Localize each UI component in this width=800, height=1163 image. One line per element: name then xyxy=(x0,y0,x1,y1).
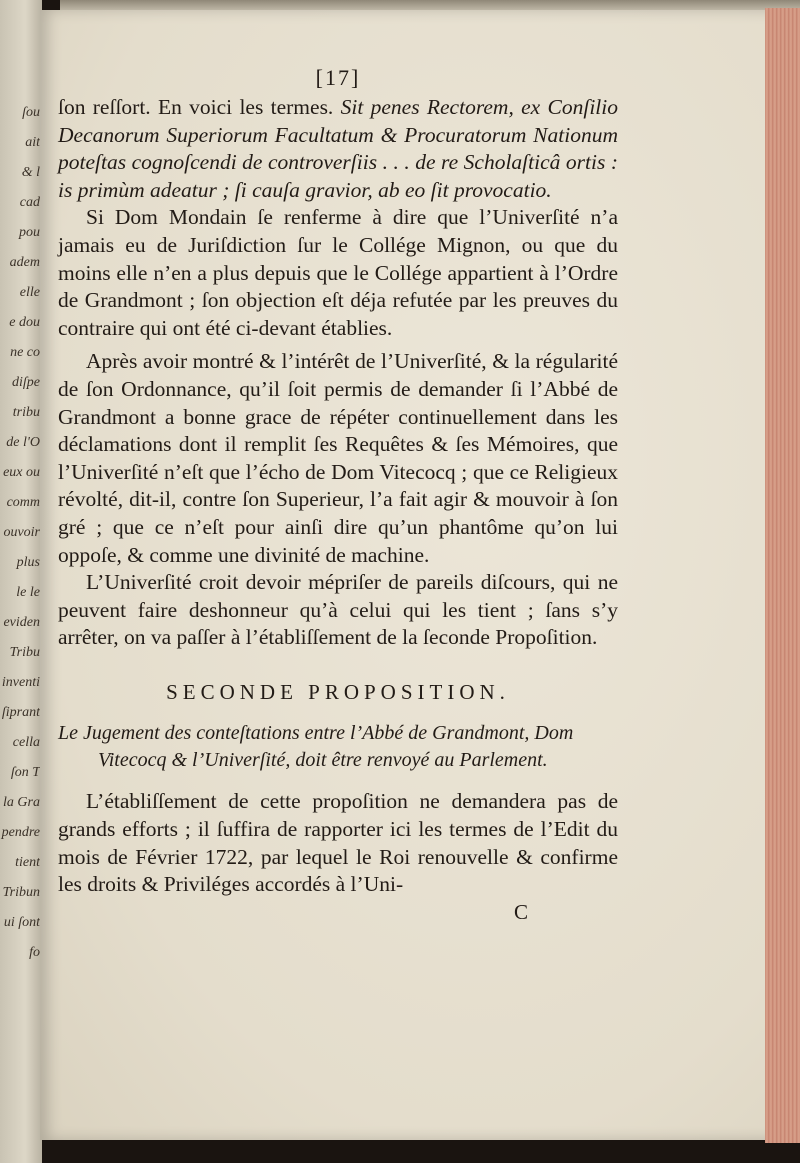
previous-page-fragment: cad xyxy=(19,195,40,210)
previous-page-fragment: ait xyxy=(25,135,40,150)
section-heading: SECONDE PROPOSITION. xyxy=(166,679,510,704)
previous-page-fragment: tribu xyxy=(12,405,40,420)
previous-page-fragment: & l xyxy=(21,165,40,180)
subtitle-line-2: Vitecocq & l’Univerſité, doit être renvoyé au Parlement. xyxy=(98,749,548,772)
previous-page-fragment: ſon T xyxy=(10,765,40,780)
previous-page-fragment: ui ſont xyxy=(3,915,40,930)
previous-page-fragment: ne co xyxy=(10,345,40,360)
previous-page-fragment: ouvoir xyxy=(3,525,40,540)
previous-page-fragment: ſou xyxy=(22,105,40,120)
previous-page-fragment: plus xyxy=(16,555,40,570)
previous-page-fragment: comm xyxy=(6,495,40,510)
previous-page-fragment: pendre xyxy=(1,825,40,840)
previous-page-fragment: Tribu xyxy=(9,645,40,660)
subtitle-line-1: Le Jugement des conteſtations entre l’Abbé de Grandmont, Dom xyxy=(58,722,574,745)
previous-page-fragment: eux ou xyxy=(3,465,40,480)
previous-page-fragment: eviden xyxy=(3,615,40,630)
previous-page-fragment: ſiprant xyxy=(1,705,40,720)
previous-page-fragment: tient xyxy=(15,855,40,870)
latin-quote: Sit penes Rectorem, ex Conſilio Decanorum Superiorum Facultatum & Procuratorum Nationum poteſtas cognoſcendi de controverſiis . . . de re Scholaſticâ ortis : is primùm adeatur ; ſi cauſa gravior, ab eo ſit provocatio. xyxy=(58,95,618,202)
previous-page-fragment: le le xyxy=(16,585,40,600)
page-block-edge xyxy=(765,8,800,1143)
previous-page-fragment: Tribun xyxy=(2,885,40,900)
previous-page-fragment: fo xyxy=(29,945,40,960)
previous-page-fragment: e dou xyxy=(9,315,40,330)
previous-page-fragment: inventi xyxy=(1,675,40,690)
page-text xyxy=(58,62,618,926)
previous-page-fragment: pou xyxy=(19,225,40,240)
previous-page-fragment: cella xyxy=(12,735,40,750)
paragraph-1-french: ſon reſſort. En voici les termes. xyxy=(58,95,334,119)
previous-page-fragment: adem xyxy=(9,255,40,270)
previous-page-fragment: de l'O xyxy=(6,435,40,450)
paragraph-5: L’établiſſement de cette propoſition ne demandera pas de grands efforts ; il ſuffira de rapporter ici les termes de l’Edit du mois de Février 1722, par lequel le Roi renouvelle & confirme les droits & Priviléges accordés à l’Uni- xyxy=(58,789,618,897)
section-subtitle xyxy=(58,720,618,774)
page-number: [17] xyxy=(315,65,361,90)
previous-page-fragment: la Gra xyxy=(3,795,40,810)
paragraph-2: Si Dom Mondain ſe renferme à dire que l’Univerſité n’a jamais eu de Juriſdiction ſur le Collége Mignon, ou que du moins elle n’en a plus depuis que le Collége appartient à l’Ordre de Grandmont ; ſon objection eſt déja refutée par les preuves du contraire qui ont été ci-devant établies. xyxy=(58,205,618,340)
paragraph-1 xyxy=(58,94,618,204)
previous-page-fragment: elle xyxy=(19,285,40,300)
previous-page-fragment: diſpe xyxy=(12,375,40,390)
catchword: C xyxy=(513,899,528,924)
paragraph-3: Après avoir montré & l’intérêt de l’Univerſité, & la régularité de ſon Ordonnance, qu’il ſoit permis de demander ſi l’Abbé de Grandmont a bonne grace de répéter continuellement dans les déclamations dont il remplit ſes Requêtes & ſes Mémoires, que l’Univerſité n’eſt que l’écho de Dom Vitecocq ; que ce Religieux révolté, dit-il, contre ſon Superieur, l’a fait agir & mouvoir à ſon gré ; que ce n’eſt pour ainſi dire qu’un phantôme qu’on lui oppoſe, & comme une divinité de machine. xyxy=(58,349,618,567)
previous-page-edge xyxy=(0,0,42,1163)
paragraph-4: L’Univerſité croit devoir mépriſer de pareils diſcours, qui ne peuvent faire deshonneur qu’à celui qui les tient ; ſans s’y arrêter, on va paſſer à l’établiſſement de la ſeconde Propoſition. xyxy=(58,570,618,650)
